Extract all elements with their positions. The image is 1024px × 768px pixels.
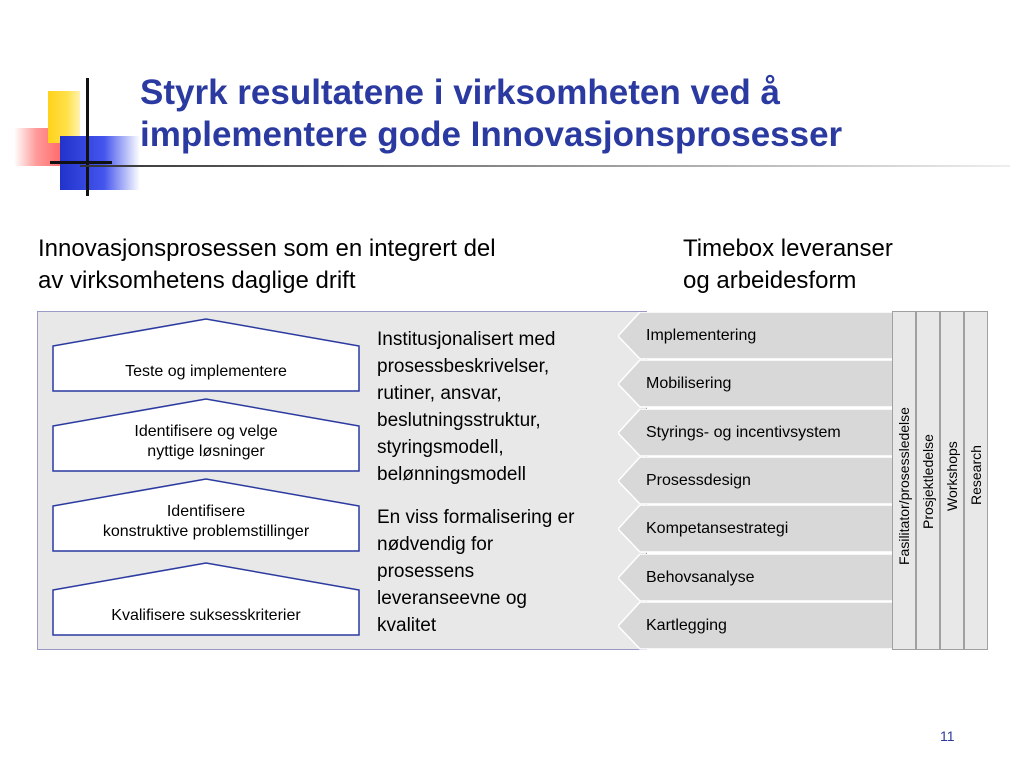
step-item <box>618 602 893 649</box>
right-heading <box>683 233 893 297</box>
description-line: beslutningsstruktur, <box>377 410 541 431</box>
description-line: belønningsmodell <box>377 464 526 485</box>
title-line-2: implementere gode Innovasjonsprosesser <box>140 115 843 154</box>
description-line: styringsmodell, <box>377 437 504 458</box>
description-line: leveranseevne og <box>377 588 527 609</box>
description-line: En viss formalisering er <box>377 507 575 528</box>
description-line: prosessbeskrivelser, <box>377 356 550 377</box>
stage-label-line-1: Teste og implementere <box>125 363 287 380</box>
description-line: Institusjonalisert med <box>377 329 556 350</box>
step-label: Behovsanalyse <box>646 568 755 586</box>
step-label: Styrings- og incentivsystem <box>646 423 841 441</box>
stage-label <box>52 478 360 552</box>
step-item <box>618 360 893 407</box>
stage-label-line-1: Kvalifisere suksesskriterier <box>111 607 301 624</box>
page-number: 11 <box>940 728 955 744</box>
step-item <box>618 505 893 552</box>
stage-label-line-1: Identifisere og velge <box>134 423 278 440</box>
step-label: Kompetansestrategi <box>646 519 789 537</box>
column-label: Fasilitator/prosessledelse <box>896 407 912 565</box>
stage-box <box>52 478 360 552</box>
step-item <box>618 457 893 504</box>
description-institutionalised <box>377 326 555 488</box>
stage-label <box>52 318 360 392</box>
stage-box <box>52 562 360 636</box>
column-facilitator <box>892 311 916 650</box>
column-project-management <box>916 311 940 650</box>
stage-label-line-1: Identifisere <box>166 503 246 520</box>
step-label: Mobilisering <box>646 374 732 392</box>
step-label: Prosessdesign <box>646 471 751 489</box>
stage-label <box>52 398 360 472</box>
right-heading-line-2: og arbeidesform <box>683 267 857 294</box>
left-heading <box>38 233 496 297</box>
column-label: Workshops <box>944 441 960 511</box>
stage-box <box>52 398 360 472</box>
left-heading-line-2: av virksomhetens daglige drift <box>38 267 356 294</box>
stage-label-line-2: konstruktive problemstillinger <box>102 523 310 540</box>
column-label: Prosjektledelse <box>920 434 936 529</box>
column-workshops <box>940 311 964 650</box>
description-line: rutiner, ansvar, <box>377 383 502 404</box>
column-label: Research <box>968 445 984 505</box>
column-research <box>964 311 988 650</box>
slide-title <box>140 72 1010 156</box>
step-item <box>618 312 893 359</box>
stage-box <box>52 318 360 392</box>
title-underline <box>80 165 1010 167</box>
stage-label <box>52 562 360 636</box>
left-heading-line-1: Innovasjonsprosessen som en integrert del <box>38 235 496 262</box>
stage-label-line-2: nyttige løsninger <box>147 443 265 460</box>
description-line: kvalitet <box>377 615 437 636</box>
logo-vertical-line <box>86 78 89 196</box>
step-item <box>618 409 893 456</box>
title-line-1: Styrk resultatene i virksomheten ved å <box>140 73 780 112</box>
description-line: nødvendig for <box>377 534 494 555</box>
description-line: prosessens <box>377 561 475 582</box>
right-heading-line-1: Timebox leveranser <box>683 235 893 262</box>
step-label: Implementering <box>646 326 757 344</box>
step-item <box>618 554 893 601</box>
step-label: Kartlegging <box>646 616 727 634</box>
logo-horizontal-line <box>50 161 112 164</box>
description-formalisation <box>377 504 574 639</box>
